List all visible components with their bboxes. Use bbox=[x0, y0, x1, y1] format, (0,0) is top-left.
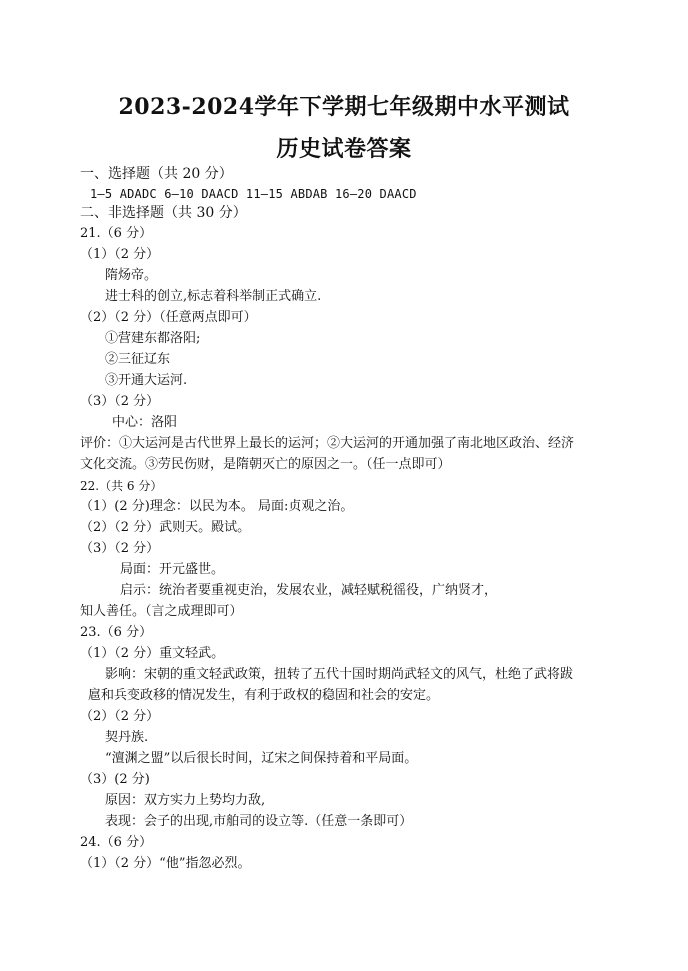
question-23-heading: 23.（6 分） bbox=[80, 625, 153, 640]
q23-answer-line: 扈和兵变政移的情况发生，有利于政权的稳固和社会的安定。 bbox=[88, 688, 440, 703]
section-heading-choice: 一、选择题（共 20 分） bbox=[80, 166, 233, 182]
q21-part1: （1）（2 分） bbox=[80, 247, 160, 262]
exam-title: 2023-2024学年下学期七年级期中水平测试 bbox=[118, 94, 570, 120]
q23-answer-line: 契丹族. bbox=[105, 730, 149, 745]
q23-answer-line: 原因：双方实力上势均力敌, bbox=[105, 793, 266, 808]
q22-answer-line: 局面：开元盛世。 bbox=[120, 562, 225, 577]
q21-answer-line: 进士科的创立,标志着科举制正式确立. bbox=[105, 289, 322, 304]
question-24-heading: 24.（6 分） bbox=[80, 835, 153, 850]
choice-answers: 1—5 ADADC 6—10 DAACD 11—15 ABDAB 16—20 DAACD bbox=[90, 187, 417, 201]
q23-part3: （3）(2 分) bbox=[80, 772, 150, 787]
q21-answer-line: 中心：洛阳 bbox=[112, 415, 178, 430]
q22-part2: （2）（2 分）武则天。殿试。 bbox=[80, 520, 251, 535]
q23-part2: （2）（2 分） bbox=[80, 709, 160, 724]
section-heading-nonchoice: 二、非选择题（共 30 分） bbox=[80, 205, 247, 221]
exam-subtitle: 历史试卷答案 bbox=[276, 136, 412, 162]
q21-part2: （2）（2 分）（任意两点即可） bbox=[80, 310, 257, 325]
q24-part1: （1）（2 分）“他”指忽必烈。 bbox=[80, 856, 251, 871]
q22-answer-line: 知人善任。（言之成理即可） bbox=[80, 604, 243, 619]
q23-answer-line: “澶渊之盟”以后很长时间，辽宋之间保持着和平局面。 bbox=[105, 751, 418, 766]
q21-answer-line: 隋炀帝。 bbox=[105, 268, 158, 283]
q21-answer-line: ②三征辽东 bbox=[105, 352, 171, 367]
q21-part3: （3）（2 分） bbox=[80, 394, 160, 409]
q23-part1: （1）（2 分）重文轻武。 bbox=[80, 646, 225, 661]
q21-evaluation-cont: 文化交流。③劳民伤财，是隋朝灭亡的原因之一。（任一点即可） bbox=[80, 457, 451, 472]
q21-answer-line: ③开通大运河. bbox=[105, 373, 188, 388]
q22-answer-line: 启示：统治者要重视吏治，发展农业，减轻赋税徭役，广纳贤才， bbox=[120, 583, 498, 598]
question-22-heading: 22.（共 6 分） bbox=[80, 479, 163, 493]
q22-part1: （1）(2 分)理念：以民为本。 局面:贞观之治。 bbox=[80, 499, 354, 514]
q21-evaluation: 评价：①大运河是古代世界上最长的运河；②大运河的开通加强了南北地区政治、经济 bbox=[80, 436, 575, 451]
q21-answer-line: ①营建东都洛阳; bbox=[105, 331, 201, 346]
q23-answer-line: 影响：宋朝的重文轻武政策，扭转了五代十国时期尚武轻文的风气，杜绝了武将跋 bbox=[105, 667, 574, 682]
q22-part3: （3）（2 分） bbox=[80, 541, 160, 556]
question-21-heading: 21.（6 分） bbox=[80, 226, 153, 241]
q23-answer-line: 表现：会子的出现,市舶司的设立等.（任意一条即可） bbox=[105, 814, 413, 829]
